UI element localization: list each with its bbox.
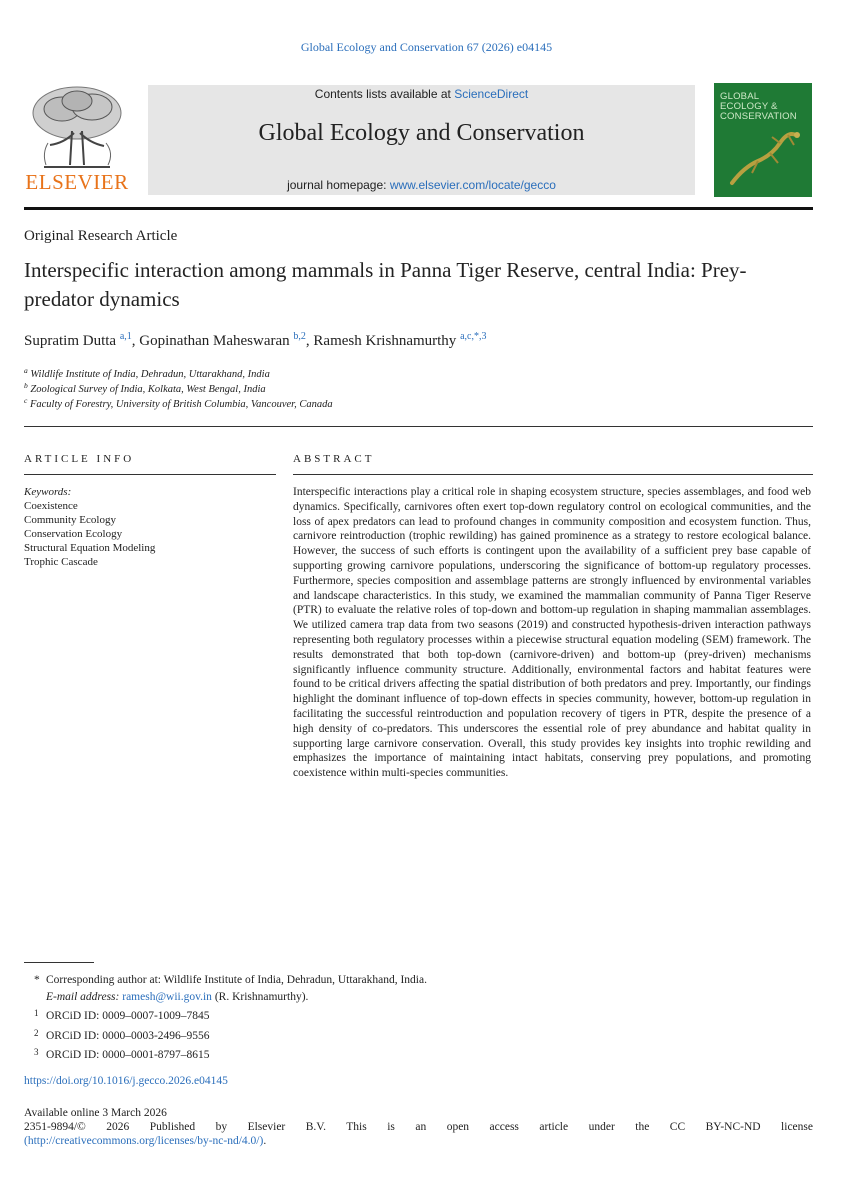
article-info-divider [24,474,276,475]
affiliation-mark: c [24,396,28,405]
affiliation-item [24,367,333,382]
header-divider [24,207,813,210]
affiliation-text: Zoological Survey of India, Kolkata, West Bengal, India [30,384,266,395]
email-label: E-mail address: [46,990,120,1003]
corresponding-author-note [34,972,427,989]
contents-prefix: Contents lists available at [314,87,455,101]
footnote-divider [24,962,94,963]
journal-reference-link[interactable]: Global Ecology and Conservation 67 (2026) e04145 [300,40,553,54]
abstract-text: Interspecific interactions play a critical role in shaping ecosystem structure, species assemblages, and food web dynamics. Specifically, carnivores often exert top-down regulatory control on ecological communities, and the loss of apex predators can lead to profound changes in community composition and ecosystem function. Thus, carnivore reintroduction (trophic rewilding) has gained prominence as a strategy to restore ecological balance. However, the success of such efforts is contingent upon the availability of a sufficient prey base capable of supporting growing carnivore populations, underscoring the significance of bottom-up regulatory processes. Furthermore, species composition and assemblage patterns are strongly influenced by environmental variables and landscape characteristics. In this study, we examined the mammalian community of Panna Tiger Reserve (PTR) to evaluate the relative roles of top-down and bottom-up regulation in shaping mammalian assemblages. We utilized camera trap data from two seasons (2019) and constructed hypothesis-driven interaction pathways representing both regulatory processes within a piecewise structural equation modeling (SEM) framework. The results demonstrated that both top-down (carnivore-driven) and bottom-up (prey-driven) mechanisms significantly influence community structure. Additionally, environmental factors and habitat features were found to be critical drivers affecting the spatial distribution of both predators and prey. Importantly, our findings highlight the dominant influence of top-down effects in species community, however, bottom-up regulation in facilitating the successful reintroduction and population recovery of tigers in PTR, despite the presence of a high density of co-predators. This underscores the essential role of prey abundance and habitat quality in supporting large carnivore conservation. Overall, this study provides key insights into trophic rewilding and emphasizes the importance of maintaining intact habitats, conserving prey populations, and promoting coexistence within multi-species communities. [293,486,811,780]
author-name[interactable]: Supratim Dutta [24,333,117,349]
orcid-note [34,1025,427,1045]
orcid-mark: 2 [34,1027,39,1038]
orcid-mark: 1 [34,1008,39,1018]
homepage-line [148,178,695,192]
keyword-item: Trophic Cascade [24,556,98,568]
journal-homepage-link[interactable]: www.elsevier.com/locate/gecco [389,178,556,192]
orcid-text: ORCiD ID: 0000–0003-2496–9556 [46,1029,210,1042]
elsevier-logo[interactable] [24,83,130,195]
author-affiliation-marks[interactable]: b,2 [293,331,306,342]
lizard-icon [714,83,812,197]
license-statement: 2351-9894/© 2026 Published by Elsevier B.V. This is an open access article under the CC BY-NC-ND license [24,1121,813,1133]
corresponding-author-text: Corresponding author at: Wildlife Institute of India, Dehradun, Uttarakhand, India. [46,974,427,986]
keyword-item: Coexistence [24,500,78,512]
article-title: Interspecific interaction among mammals in Panna Tiger Reserve, central India: Prey-predator dynamics [24,258,747,311]
orcid-text: ORCiD ID: 0000–0001-8797–8615 [46,1049,210,1061]
affiliation-item [24,397,333,412]
affiliation-text: Wildlife Institute of India, Dehradun, Uttarakhand, India [30,369,270,380]
keywords-block [24,485,155,569]
author-list [24,333,486,350]
orcid-text: ORCiD ID: 0009–0007-1009–7845 [46,1010,210,1022]
author-separator: , [131,333,140,349]
email-note [34,989,427,1006]
homepage-prefix: journal homepage: [287,178,390,192]
abstract-divider [293,474,813,475]
affiliation-mark: a [24,366,28,375]
author-affiliation-marks[interactable]: a,c,*,3 [460,331,487,342]
tree-icon [24,83,130,171]
abstract-heading: ABSTRACT [293,453,375,465]
article-type: Original Research Article [24,228,178,244]
orcid-note [34,1044,427,1064]
journal-title: Global Ecology and Conservation [258,120,585,146]
author-affiliation-marks[interactable]: a,1 [119,331,132,342]
keywords-label: Keywords: [24,486,72,498]
cover-title-line-1: GLOBAL [720,91,760,102]
keyword-item: Community Ecology [24,514,116,526]
affiliations [24,367,333,412]
email-suffix: (R. Krishnamurthy). [211,990,309,1003]
cover-title-line-3: CONSERVATION [720,111,797,122]
author-separator: , [305,333,314,349]
cover-title-line-2: ECOLOGY & [720,101,778,112]
orcid-mark: 3 [34,1047,39,1057]
license-link[interactable]: (http://creativecommons.org/licenses/by-nc-nd/4.0/) [24,1135,264,1147]
affiliation-mark: b [24,381,28,390]
section-divider [24,426,813,427]
orcid-note [34,1005,427,1025]
email-link[interactable]: ramesh@wii.gov.in [122,990,212,1003]
affiliation-item [24,382,333,397]
author-name[interactable]: Ramesh Krishnamurthy [313,333,457,349]
keyword-item: Conservation Ecology [24,528,123,540]
footnotes [34,972,427,1064]
license-suffix: . [263,1135,267,1147]
publisher-name: ELSEVIER [25,170,129,194]
journal-cover-image[interactable] [714,83,812,197]
doi-link[interactable]: https://doi.org/10.1016/j.gecco.2026.e04145 [24,1075,228,1087]
publication-info [24,1106,813,1148]
license-link-line [24,1134,813,1148]
author-name[interactable]: Gopinathan Maheswaran [139,333,290,349]
affiliation-text: Faculty of Forestry, University of British Columbia, Vancouver, Canada [29,399,333,410]
asterisk-icon: * [34,974,40,986]
sciencedirect-link[interactable]: ScienceDirect [454,87,529,101]
article-info-heading: ARTICLE INFO [24,453,135,465]
keyword-item: Structural Equation Modeling [24,542,156,554]
contents-line [148,87,695,101]
available-online: Available online 3 March 2026 [24,1107,167,1119]
